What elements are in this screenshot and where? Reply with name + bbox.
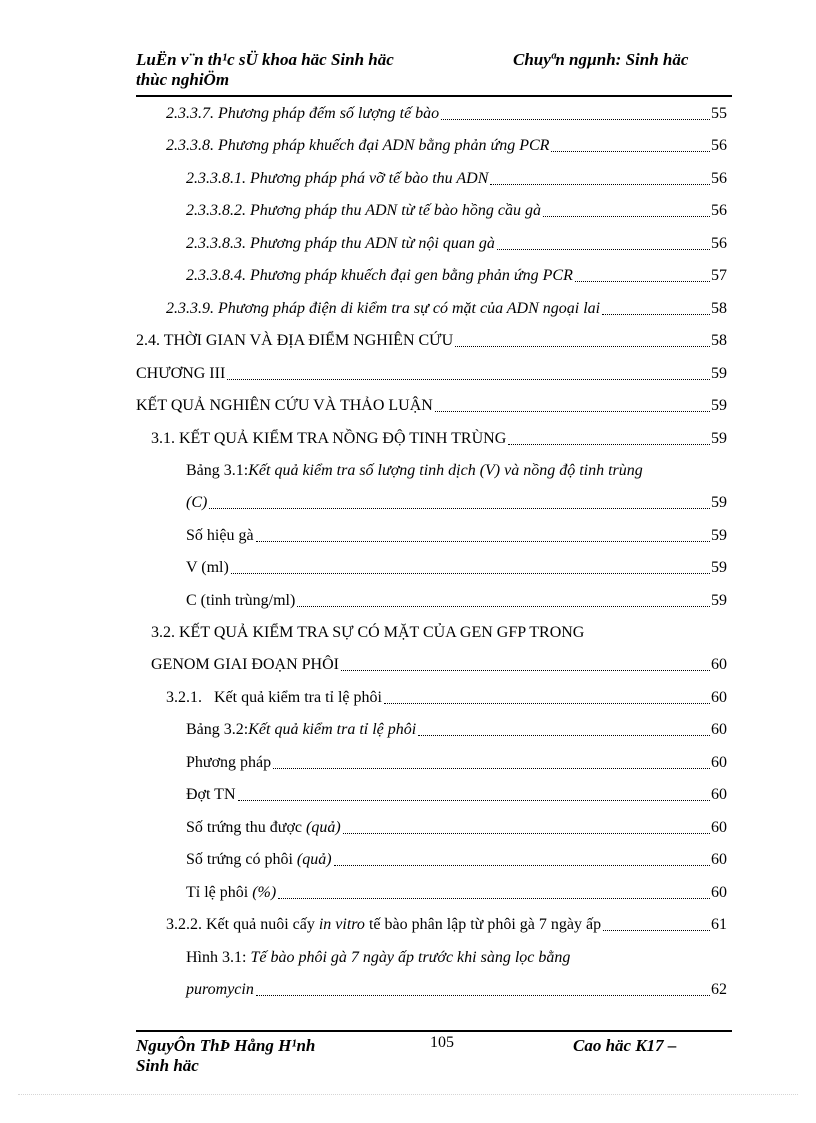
toc-leader bbox=[341, 669, 710, 671]
toc-page-number: 55 bbox=[711, 105, 727, 122]
header-rule bbox=[136, 95, 732, 97]
toc-leader bbox=[231, 572, 710, 574]
footer-author bbox=[136, 1036, 396, 1076]
toc-leader bbox=[273, 767, 710, 769]
toc-entry-text: puromycin bbox=[186, 981, 254, 998]
toc-leader bbox=[497, 248, 710, 250]
toc-page-number: 59 bbox=[711, 559, 727, 576]
toc-page-number: 56 bbox=[711, 235, 727, 252]
toc-entry-text: Kết quả kiểm tra số lượng tinh dịch (V) và nồng độ tinh trùng bbox=[248, 462, 643, 479]
toc-entry-text: V (ml) bbox=[186, 559, 229, 576]
toc-entry[interactable] bbox=[166, 98, 727, 130]
toc-page-number: 61 bbox=[711, 916, 727, 933]
toc-entry-text: 2.3.3.8.3. Phương pháp thu ADN từ nội quan gà bbox=[186, 235, 495, 252]
toc-entry-text: (quả) bbox=[296, 851, 332, 868]
toc-page-number: 58 bbox=[711, 332, 727, 349]
toc-page-number: 60 bbox=[711, 786, 727, 803]
toc-page-number: 59 bbox=[711, 494, 727, 511]
toc-entry-prefix: Hình 3.1: bbox=[186, 949, 251, 966]
toc-entry-text: 2.3.3.9. Phương pháp điện di kiểm tra sự có mặt của ADN ngoại lai bbox=[166, 300, 601, 317]
header-title-line-2: thùc nghiÖm bbox=[136, 70, 230, 89]
toc-entry[interactable] bbox=[151, 423, 727, 455]
toc-page-number: 60 bbox=[711, 689, 727, 706]
toc-leader bbox=[297, 605, 710, 607]
toc-entry[interactable] bbox=[136, 325, 727, 357]
toc-entry-text: GENOM GIAI ĐOẠN PHÔI bbox=[151, 656, 339, 673]
toc-entry[interactable] bbox=[186, 260, 727, 292]
toc-entry[interactable] bbox=[186, 520, 727, 552]
toc-entry-text: 3.2. KẾT QUẢ KIỂM TRA SỰ CÓ MẶT CỦA GEN GFP TRONG bbox=[151, 624, 585, 641]
header-title-line-1: LuËn v¨n th¹c sÜ khoa häc Sinh häc bbox=[136, 50, 394, 69]
toc-entry[interactable] bbox=[186, 812, 727, 844]
toc-entry[interactable] bbox=[151, 617, 727, 649]
toc-entry[interactable] bbox=[186, 974, 727, 1006]
toc-entry-text: 2.3.3.8.4. Phương pháp khuếch đại gen bằng phản ứng PCR bbox=[186, 267, 573, 284]
toc-entry-prefix: 3.2.2. Kết quả nuôi cấy bbox=[166, 916, 319, 933]
toc-entry-text: 2.4. THỜI GIAN VÀ ĐỊA ĐIỂM NGHIÊN CỨU bbox=[136, 332, 454, 349]
toc-entry-text: 2.3.3.8.2. Phương pháp thu ADN từ tế bào hồng cầu gà bbox=[186, 202, 542, 219]
toc-entry-text: (C) bbox=[186, 494, 208, 511]
toc-leader bbox=[490, 183, 710, 185]
toc-entry[interactable] bbox=[186, 163, 727, 195]
toc-entry[interactable] bbox=[136, 358, 727, 390]
toc-leader bbox=[543, 215, 710, 217]
footer-author-line-2: Sinh häc bbox=[136, 1056, 199, 1075]
toc-entry-text: CHƯƠNG III bbox=[136, 365, 226, 382]
toc-page-number: 60 bbox=[711, 656, 727, 673]
toc-page-number: 57 bbox=[711, 267, 727, 284]
toc-page-number: 59 bbox=[711, 430, 727, 447]
page-bottom-divider bbox=[18, 1094, 798, 1095]
toc-entry[interactable] bbox=[136, 390, 727, 422]
toc-leader bbox=[602, 313, 710, 315]
toc-page-number: 59 bbox=[711, 592, 727, 609]
toc-entry-prefix: Bảng 3.2: bbox=[186, 721, 249, 738]
toc-entry[interactable] bbox=[186, 228, 727, 260]
toc-page-number: 60 bbox=[711, 851, 727, 868]
footer-rule bbox=[136, 1030, 732, 1032]
toc-page-number: 59 bbox=[711, 527, 727, 544]
header-specialty: Chuyªn ngµnh: Sinh häc bbox=[513, 50, 689, 69]
toc-entry[interactable] bbox=[166, 293, 727, 325]
toc-leader bbox=[209, 507, 710, 509]
toc-entry-suffix: tế bào phân lập từ phôi gà 7 ngày ấp bbox=[364, 916, 602, 933]
toc-page-number: 60 bbox=[711, 721, 727, 738]
toc-entry[interactable] bbox=[186, 844, 727, 876]
toc-entry[interactable] bbox=[186, 455, 727, 487]
toc-leader bbox=[343, 832, 710, 834]
toc-entry[interactable] bbox=[186, 779, 727, 811]
toc-entry[interactable] bbox=[186, 195, 727, 227]
toc-page-number: 59 bbox=[711, 397, 727, 414]
toc-page-number: 59 bbox=[711, 365, 727, 382]
footer-course: Cao häc K17 – bbox=[573, 1036, 677, 1055]
toc-entry[interactable] bbox=[186, 487, 727, 519]
toc-entry[interactable] bbox=[166, 130, 727, 162]
toc-entry[interactable] bbox=[186, 747, 727, 779]
toc-entry-text: Kết quả kiểm tra tỉ lệ phôi bbox=[248, 721, 417, 738]
toc-entry-text: Phương pháp bbox=[186, 754, 272, 771]
toc-page-number: 60 bbox=[711, 884, 727, 901]
toc-entry-text: in vitro bbox=[318, 916, 365, 933]
toc-entry[interactable] bbox=[186, 942, 727, 974]
toc-page-number: 56 bbox=[711, 170, 727, 187]
toc-page-number: 60 bbox=[711, 819, 727, 836]
toc-page-number: 60 bbox=[711, 754, 727, 771]
toc-leader bbox=[227, 378, 710, 380]
toc-entry[interactable] bbox=[186, 585, 727, 617]
toc-leader bbox=[238, 799, 711, 801]
toc-entry-text: KẾT QUẢ NGHIÊN CỨU VÀ THẢO LUẬN bbox=[136, 397, 433, 414]
toc-entry[interactable] bbox=[166, 682, 727, 714]
toc-entry-prefix: Số trứng có phôi bbox=[186, 851, 297, 868]
toc-entry[interactable] bbox=[186, 877, 727, 909]
toc-leader bbox=[575, 280, 710, 282]
toc-entry-text: Số hiệu gà bbox=[186, 527, 254, 544]
toc-leader bbox=[435, 410, 710, 412]
toc-entry-text: (%) bbox=[252, 884, 277, 901]
toc-page-number: 58 bbox=[711, 300, 727, 317]
toc-entry-text: 2.3.3.7. Phương pháp đếm số lượng tế bào bbox=[166, 105, 440, 122]
toc-page-number: 62 bbox=[711, 981, 727, 998]
toc-entry-text: (quả) bbox=[306, 819, 341, 836]
footer-page-number: 105 bbox=[430, 1034, 454, 1051]
toc-leader bbox=[603, 929, 710, 931]
toc-leader bbox=[256, 994, 710, 996]
toc-leader bbox=[256, 540, 710, 542]
toc-entry-text: Đợt TN bbox=[186, 786, 236, 803]
toc-leader bbox=[334, 864, 710, 866]
toc-entry[interactable] bbox=[186, 552, 727, 584]
toc-entry-text: C (tinh trùng/ml) bbox=[186, 592, 296, 609]
footer-author-line-1: NguyÔn ThÞ Hång H¹nh bbox=[136, 1036, 316, 1055]
toc-entry[interactable] bbox=[166, 909, 727, 941]
toc-entry-prefix: Số trứng thu được bbox=[186, 819, 307, 836]
toc-entry-text: 2.3.3.8. Phương pháp khuếch đại ADN bằng phản ứng PCR bbox=[166, 137, 550, 154]
toc-leader bbox=[455, 345, 710, 347]
toc-page-number: 56 bbox=[711, 202, 727, 219]
toc-entry-text: 2.3.3.8.1. Phương pháp phá vỡ tế bào thu ADN bbox=[186, 170, 489, 187]
toc-leader bbox=[278, 897, 710, 899]
toc-page-number: 56 bbox=[711, 137, 727, 154]
toc-entry-prefix: Tỉ lệ phôi bbox=[186, 884, 253, 901]
toc-leader bbox=[384, 702, 710, 704]
header-thesis-title bbox=[136, 50, 476, 90]
toc-leader bbox=[418, 734, 710, 736]
toc-leader bbox=[551, 150, 710, 152]
toc-entry-text: Tế bào phôi gà 7 ngày ấp trước khi sàng lọc bằng bbox=[250, 949, 571, 966]
toc-entry[interactable] bbox=[151, 649, 727, 681]
toc-entry-prefix: Bảng 3.1: bbox=[186, 462, 249, 479]
toc-entry-text: 3.1. KẾT QUẢ KIỂM TRA NỒNG ĐỘ TINH TRÙNG bbox=[151, 430, 507, 447]
toc-entry-text: 3.2.1. Kết quả kiểm tra tỉ lệ phôi bbox=[166, 689, 382, 706]
toc-entry[interactable] bbox=[186, 714, 727, 746]
toc-leader bbox=[508, 443, 710, 445]
toc-leader bbox=[441, 118, 710, 120]
